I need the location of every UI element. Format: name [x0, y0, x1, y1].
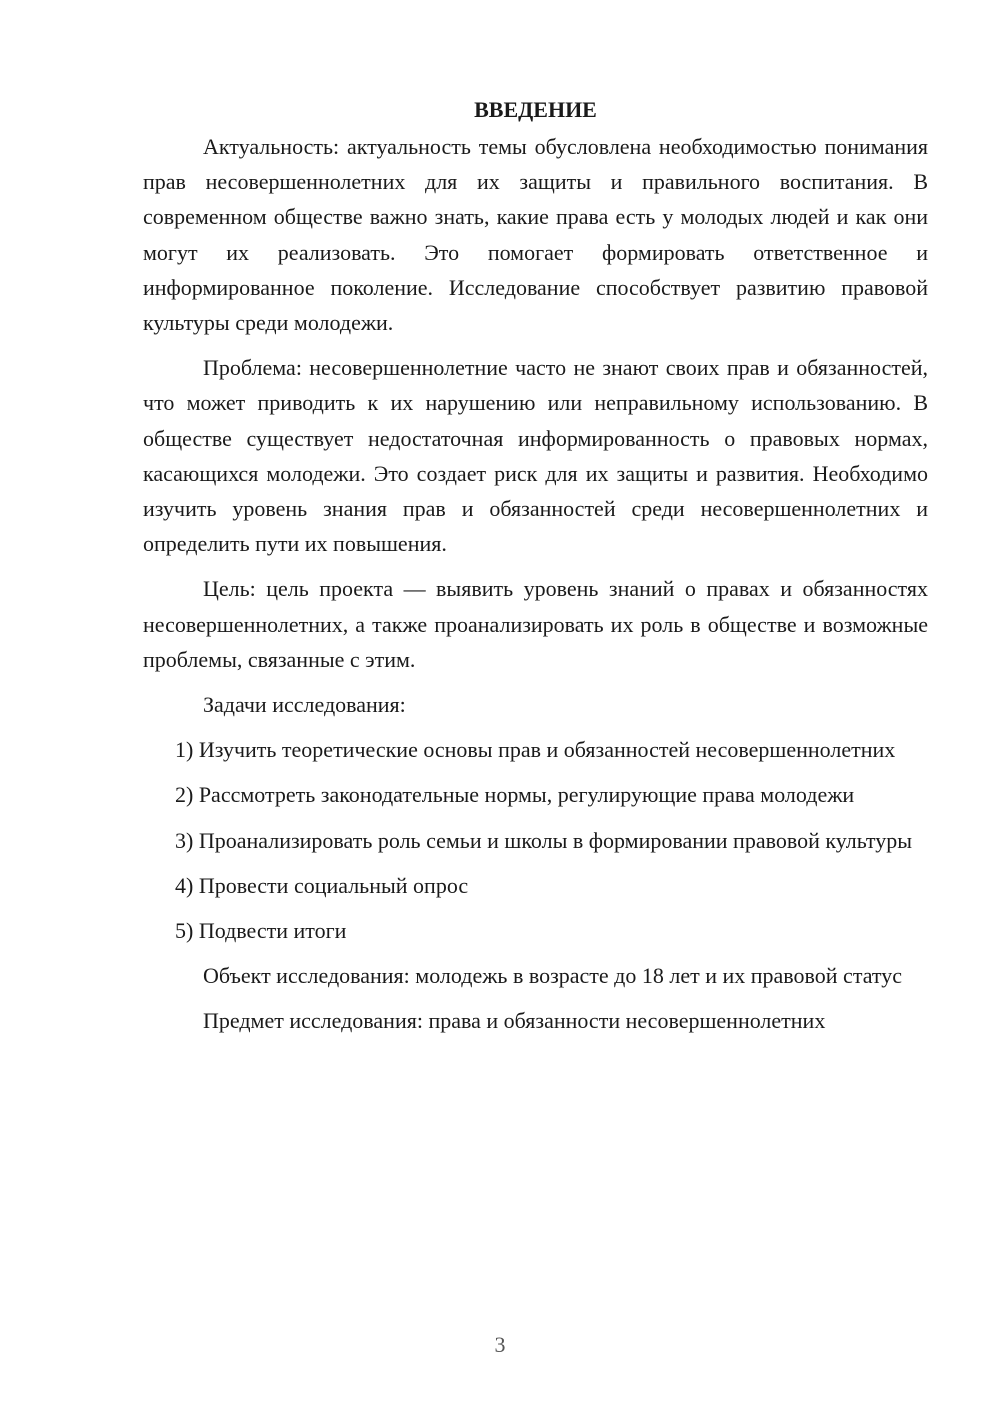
document-page	[143, 92, 928, 1049]
task-item-5: 5) Подвести итоги	[175, 918, 347, 944]
paragraph-problem: Проблема: несовершеннолетние часто не знают своих прав и обязанностей, что может приводить к их нарушению или неправильному использованию. В обществе существует недостаточная информированность о правовых нормах, касающихся молодежи. Это создает риск для их защиты и развития. Необходимо изучить уровень знания прав и обязанностей среди несовершеннолетних и определить пути их повышения.	[143, 355, 928, 557]
page-title: ВВЕДЕНИЕ	[474, 97, 597, 122]
paragraph-relevance: Актуальность: актуальность темы обусловлена необходимостью понимания прав несовершеннолетних для их защиты и правильного воспитания. В современном обществе важно знать, какие права есть у молодых людей и как они могут их реализовать. Это помогает формировать ответственное и информированное поколение. Исследование способствует развитию правовой культуры среди молодежи.	[143, 134, 928, 336]
task-item-3: 3) Проанализировать роль семьи и школы в формировании правовой культуры	[175, 827, 913, 853]
tasks-heading: Задачи исследования:	[203, 692, 406, 718]
research-subject: Предмет исследования: права и обязанности несовершеннолетних	[203, 1008, 826, 1034]
paragraph-goal: Цель: цель проекта — выявить уровень знаний о правах и обязанностях несовершеннолетних, а также проанализировать их роль в обществе и возможные проблемы, связанные с этим.	[143, 576, 928, 672]
research-object: Объект исследования: молодежь в возрасте до 18 лет и их правовой статус	[203, 963, 902, 989]
page-number: 3	[494, 1332, 506, 1357]
task-item-2: 2) Рассмотреть законодательные нормы, регулирующие права молодежи	[175, 782, 855, 808]
task-item-1: 1) Изучить теоретические основы прав и обязанностей несовершеннолетних	[175, 737, 896, 763]
task-item-4: 4) Провести социальный опрос	[175, 872, 469, 898]
